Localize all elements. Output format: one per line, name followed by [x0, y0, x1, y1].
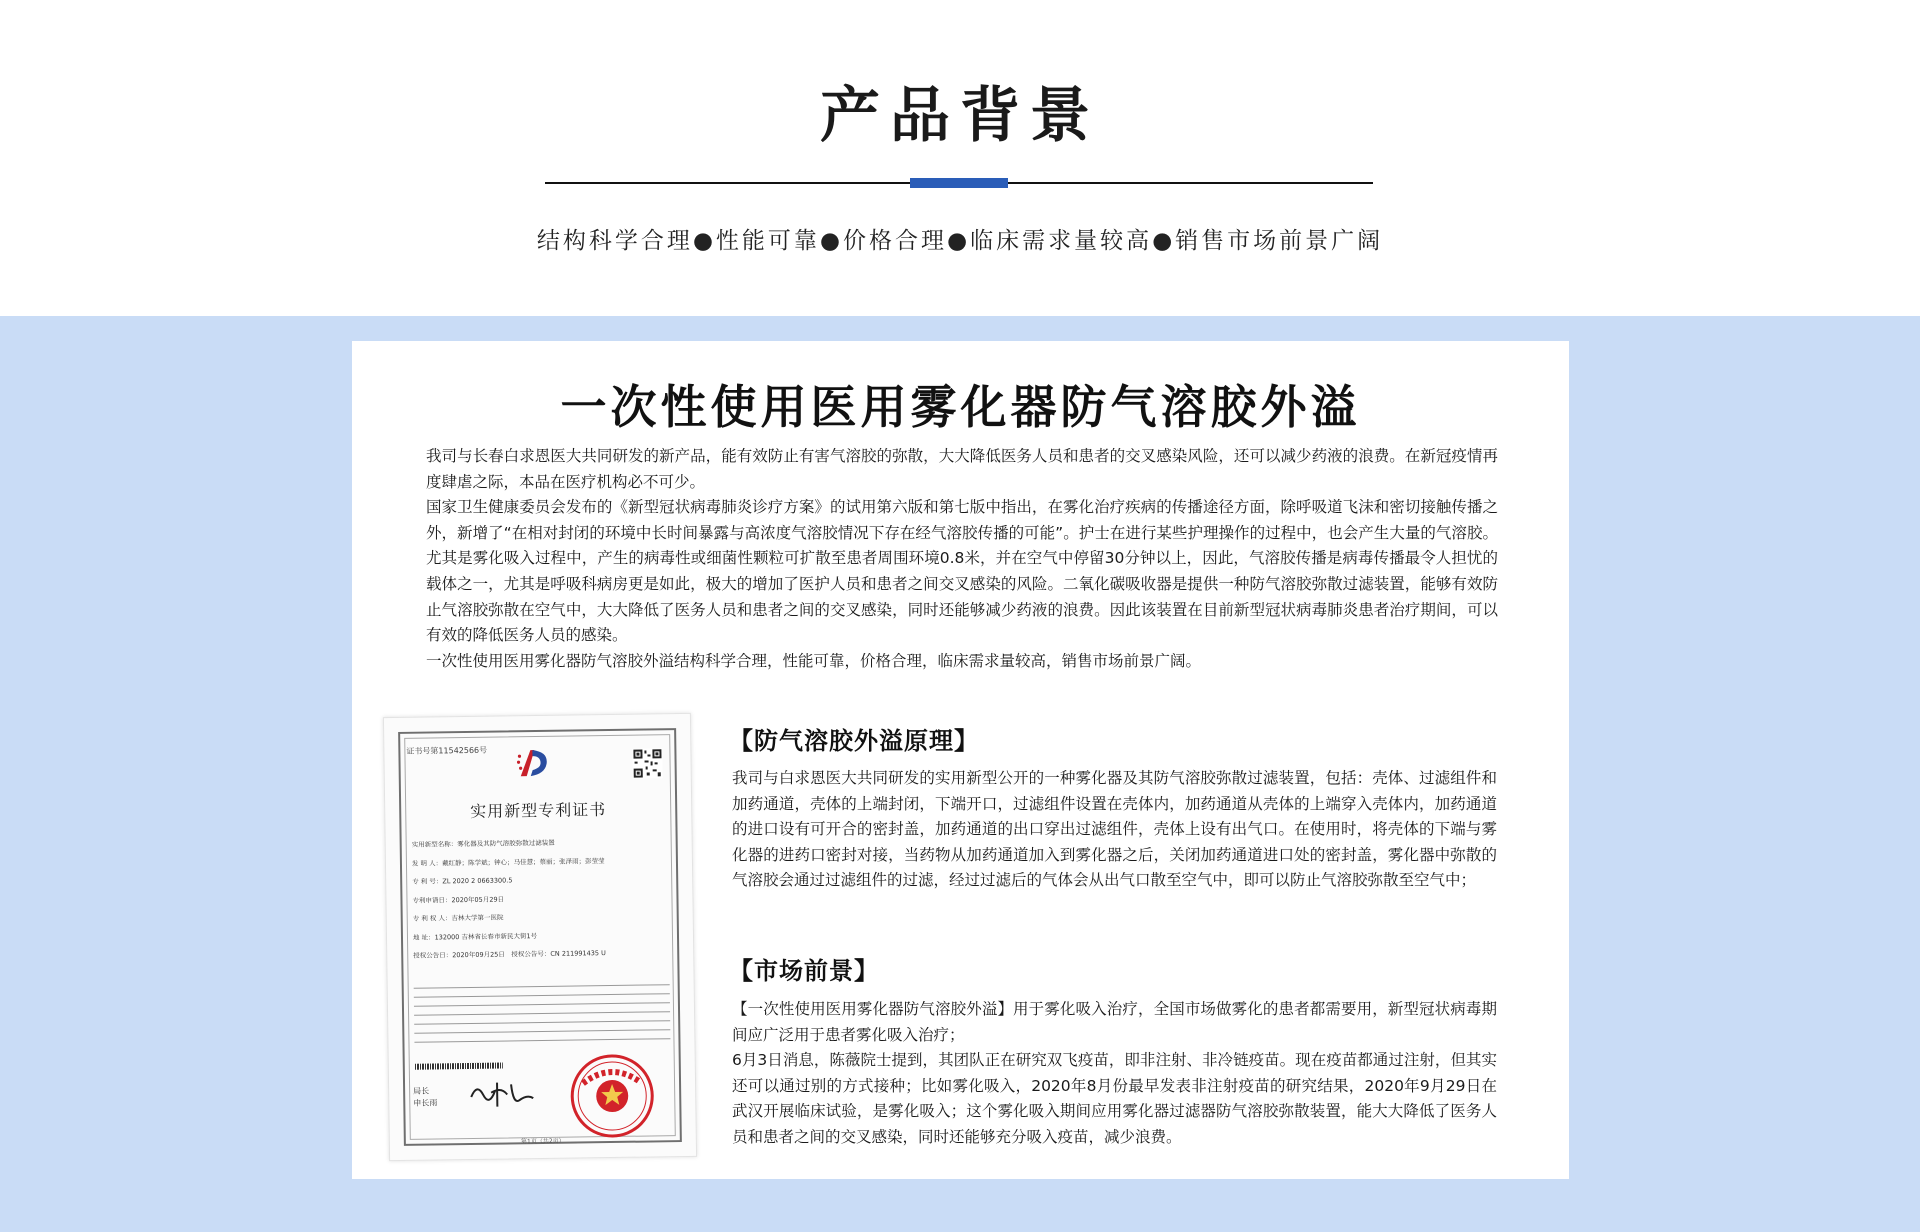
certificate-details [412, 832, 668, 965]
certificate-detail-line: 专 利 权 人：吉林大学第一医院 [412, 913, 504, 923]
intro-paragraph: 一次性使用医用雾化器防气溶胶外溢结构科学合理，性能可靠，价格合理，临床需求量较高，销售市场前景广阔。 [426, 651, 1202, 670]
header-section [0, 0, 1920, 316]
certificate-detail-line: 授权公告日：2020年09月25日 授权公告号：CN 211991435 U [413, 949, 606, 960]
certificate-detail-line: 专 利 号：ZL 2020 2 0663300.5 [412, 876, 513, 886]
certificate-title: 实用新型专利证书 [470, 800, 607, 821]
intro-text [426, 444, 1498, 674]
certificate-signer [413, 1085, 437, 1109]
certificate-detail-line: 实用新型名称：雾化器及其防气溶胶弥散过滤装置 [411, 838, 555, 849]
card-title: 一次性使用医用雾化器防气溶胶外溢 [560, 380, 1361, 434]
section-title-principle: 【防气溶胶外溢原理】 [729, 727, 979, 755]
certificate-page-footer: 第1页（共2页） [520, 1137, 565, 1146]
section-paragraph: 【一次性使用医用雾化器防气溶胶外溢】用于雾化吸入治疗，全国市场做雾化的患者都需要用，新型冠状病毒期间应广泛用于患者雾化吸入治疗； [732, 1000, 1497, 1044]
certificate-detail-line: 地 址：132000 吉林省长春市新民大街1号 [412, 931, 538, 942]
signer-title: 局长 [413, 1086, 430, 1096]
certificate-detail-line: 发 明 人：戴红静；陈学斌；钟心；马佳慧；蔡丽；张泽雨；彭莹莹 [411, 856, 605, 868]
content-card [352, 341, 1569, 1179]
tagline: 结构科学合理●性能可靠●价格合理●临床需求量较高●销售市场前景广阔 [536, 228, 1384, 254]
title-divider-accent [910, 178, 1008, 188]
section-title-market: 【市场前景】 [729, 957, 879, 985]
qr-code-icon [632, 748, 662, 778]
patent-certificate-image [383, 713, 697, 1161]
certificate-detail-line: 专利申请日：2020年05月29日 [412, 894, 505, 905]
barcode-icon [415, 1063, 503, 1070]
signer-name: 申长雨 [413, 1098, 438, 1108]
page-title: 产品背景 [820, 81, 1100, 151]
section-text-principle [732, 766, 1497, 894]
patent-office-logo-icon [514, 746, 554, 783]
signature-icon [467, 1076, 537, 1111]
official-seal-icon [569, 1052, 656, 1139]
intro-paragraph: 国家卫生健康委员会发布的《新型冠状病毒肺炎诊疗方案》的试用第六版和第七版中指出，在雾化治疗疾病的传播途径方面，除呼吸道飞沫和密切接触传播之外，新增了“在相对封闭的环境中长时间暴露与高浓度气溶胶情况下存在经气溶胶传播的可能”。护士在进行某些护理操作的过程中，也会产生大量的气溶胶。尤其是雾化吸入过程中，产生的病毒性或细菌性颗粒可扩散至患者周围环境0.8米，并在空气中停留30分钟以上，因此，气溶胶传播是病毒传播最令人担忧的载体之一，尤其是呼吸科病房更是如此，极大的增加了医护人员和患者之间交叉感染的风险。二氧化碳吸收器是提供一种防气溶胶弥散过滤装置，能够有效防止气溶胶弥散在空气中，大大降低了医务人员和患者之间的交叉感染，同时还能够减少药液的浪费。因此该装置在目前新型冠状病毒肺炎患者治疗期间，可以有效的降低医务人员的感染。 [426, 498, 1498, 645]
intro-paragraph: 我司与长春白求恩医大共同研发的新产品，能有效防止有害气溶胶的弥散，大大降低医务人员和患者的交叉感染风险，还可以减少药液的浪费。在新冠疫情再度肆虐之际，本品在医疗机构必不可少。 [426, 447, 1498, 491]
section-text-market [732, 997, 1497, 1151]
section-paragraph: 我司与白求恩医大共同研发的实用新型公开的一种雾化器及其防气溶胶弥散过滤装置，包括：壳体、过滤组件和加药通道，壳体的上端封闭，下端开口，过滤组件设置在壳体内，加药通道从壳体的上端穿入壳体内，加药通道的进口设有可开合的密封盖，加药通道的出口穿出过滤组件，壳体上设有出气口。在使用时，将壳体的下端与雾化器的进药口密封对接，当药物从加药通道加入到雾化器之后，关闭加药通道进口处的密封盖，雾化器中弥散的气溶胶会通过过滤组件的过滤，经过过滤后的气体会从出气口散至空气中，即可以防止气溶胶弥散至空气中； [732, 769, 1497, 890]
section-paragraph: 6月3日消息，陈薇院士提到，其团队正在研究双飞疫苗，即非注射、非冷链疫苗。现在疫苗都通过注射，但其实还可以通过别的方式接种；比如雾化吸入，2020年8月份最早发表非注射疫苗的研究结果，2020年9月29日在武汉开展临床试验，是雾化吸入；这个雾化吸入期间应用雾化器过滤器防气溶胶弥散装置，能大大降低了医务人员和患者之间的交叉感染，同时还能够充分吸入疫苗，减少浪费。 [732, 1051, 1497, 1146]
certificate-number: 证书号第11542566号 [406, 745, 488, 756]
certificate-fine-print [414, 984, 671, 1051]
